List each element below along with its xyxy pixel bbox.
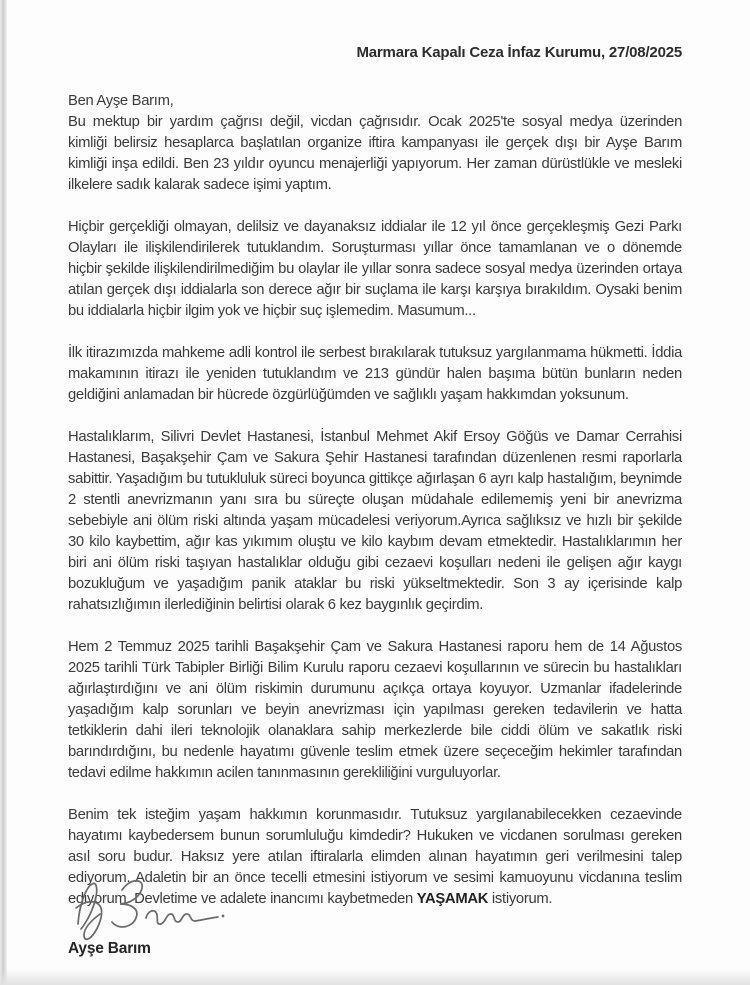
paragraph-gap [68,332,682,343]
paragraph-medical-reports: Hem 2 Temmuz 2025 tarihli Başakşehir Çam ve Sakura Hastanesi raporu hem de 14 Ağustos 2025 tarihli Türk Tabipler Birliği Bilim Kurulu raporu cezaevi koşullarının ve sürecin bu hastalıkları ağırlaştırdığını ve ani ölüm riskimin durumunu açıkça ortaya koyuyor. Uzmanlar ifadelerinde yaşadığım kalp sorunları ve beyin anevrizması için yapılması gereken tedavilerin ve hatta tetkiklerin dahi ileri teknolojik olanaklara sahip merkezlerde bile ciddi ölüm ve sakatlık riski barındırdığını, bu nedenle hayatımı güvenle teslim etmek üzere seçeceğim hekimler tarafından tedavi edilme hakkımın acilen tanınmasının gerekliliğini vurguluyorlar. [68,639,682,781]
paragraph-gap [68,626,682,637]
emphasized-word-yasamak: YAŞAMAK [416,891,489,907]
page-bottom-shade [0,969,750,985]
letterhead-location-date: Marmara Kapalı Ceza İnfaz Kurumu, 27/08/2025 [356,44,682,61]
signature-svg [66,874,236,944]
paragraph-gap [68,206,682,217]
paragraph-health: Hastalıklarım, Silivri Devlet Hastanesi, İstanbul Mehmet Akif Ersoy Göğüs ve Damar Cerrahisi Hastanesi, Başakşehir Çam ve Sakura Şehir Hastanesi tarafından düzenlenen resmi raporlarla sabittir. Yaşadığım bu tutukluluk süreci boyunca gittikçe ağırlaşan 6 ayrı kalp hastalığım, beynimde 2 stentli anevrizmanın yanı sıra bu süreçte oluşan müdahale edilememiş yeni bir anevrizma sebebiyle ani ölüm riski altında yaşam mücadelesi veriyorum.Ayrıca sağlıksız ve hızlı bir şekilde 30 kilo kaybettim, ağır kas yıkımım oluştu ve kilo kaybım devam etmektedir. Hastalıklarımın her biri ani ölüm riski taşıyan hastalıklar olduğu gibi cezaevi koşulları nedeni ile gelişen ağır kaygı bozukluğum ve yaşadığım panik ataklar bu riski yükseltmektedir. Son 3 ay içerisinde kalp rahatsızlığımın ilerlediğinin belirtisi olarak 6 kez baygınlık geçirdim. [68,429,682,613]
salutation: Ben Ayşe Barım, [68,93,174,109]
paragraph-intro: Bu mektup bir yardım çağrısı değil, vicdan çağrısıdır. Ocak 2025'te sosyal medya üzerinden kimliği belirsiz hesaplarca başlatılan organize iftira kampanyası ile gerçek dışı bir Ayşe Barım kimliği inşa edildi. Ben 23 yıldır oyuncu menajerliği yapıyorum. Her zaman dürüstlükle ve mesleki ilkelere sadık kalarak sadece işimi yaptım. [68,114,682,193]
closing-text-before: Benim tek isteğim yaşam hakkımın korunmasıdır. Tutuksuz yargılanabilecekken cezaevinde hayatımı kaybedersem bunun sorumluluğu kimdedir? Hukuken ve vicdanen sorulması gereken asıl soru budur. Haksız yere atılan iftiralarla elimden alınan hayatımın geri verilmesini talep ediyorum. Adaletin bir an önce tecelli etmesini istiyorum ve sesimi kamuoyunu vicdanına teslim ediyorum. Devletime ve adalete inancımı kaybetmeden [68,807,682,907]
closing-text-after: istiyorum. [488,891,553,907]
letter-content [68,44,682,920]
page-left-edge [0,0,7,985]
paragraph-gap [68,416,682,427]
handwritten-signature-image [66,874,236,944]
paragraph-detention: İlk itirazımızda mahkeme adli kontrol ile serbest bırakılarak tutuksuz yargılanmama hükmetti. İddia makamının itirazı ile yeniden tutuklandım ve 213 gündür halen başıma bütün bunların neden geldiğini anlamadan bir hücrede özgürlüğümden ve sağlıklı yaşam hakkımdan yoksunum. [68,345,682,403]
signatory-name: Ayşe Barım [68,940,151,957]
paragraph-gap [68,794,682,805]
paragraph-accusations: Hiçbir gerçekliği olmayan, delilsiz ve dayanaksız iddialar ile 12 yıl önce gerçekleşmiş Gezi Parkı Olayları ile ilişkilendirilerek tutuklandım. Soruşturması yıllar önce tamamlanan ve o dönemde hiçbir şekilde ilişkilendirilmediğim bu olaylar ile yıllar sonra sadece sosyal medya üzerinden ortaya atılan gerçek dışı iddialarla son derece ağır bir suçlama ile karşı karşıya bırakıldım. Oysaki benim bu iddialarla hiçbir ilgim yok ve hiçbir suç işlemedim. Masumum... [68,219,682,319]
